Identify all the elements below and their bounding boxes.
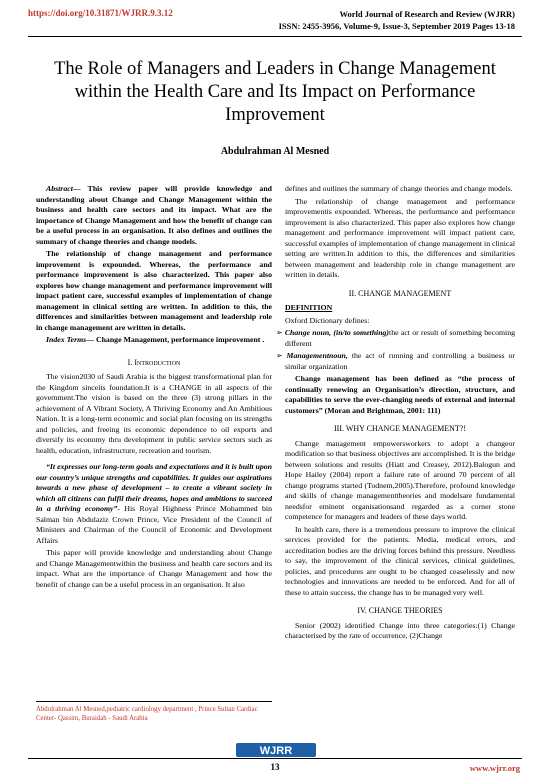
bullet-change-term: Change noun, (in/to something): [284, 328, 390, 337]
right-p6: Senior (2002) identified Change into three categories:(1) Change characterised by the rate of occurrence, (2)Change: [285, 620, 515, 640]
page-number: 13: [270, 762, 280, 772]
doi-link[interactable]: https://doi.org/10.31871/WJRR.9.3.12: [28, 8, 173, 18]
quote-attribution: - His Royal Highness Prince Mohammed bin Salman bin Abdulaziz Crown Prince, Vice President of the Council of Ministers and Chairman of the Council of Economic and Development Affairs: [36, 504, 272, 545]
vision-quote: [36, 462, 272, 546]
index-terms: [36, 335, 272, 346]
intro-paragraph: The vision2030 of Saudi Arabia is the biggest transformational plan for the Kingdom sinceits foundation.It is a CHANGE in all aspects of the government.The vision is based on the three (3) strong pillars in the achievement of A Vibrant Society, A Thriving Economy and An Ambitious Nation. It is a long-term economic and social plan focusing on its strengths and policies, and freeing its economic dependence to oil exports and diversify its economy thru development in public service sectors such as health, education, infrastructure, recreation and tourism.: [36, 372, 272, 455]
abstract-2: The relationship of change management and performance improvement is expounded. Whereas, the performance and performance improvement is also characterized. This paper also explores how change management and performance improvement will impact patient care, successful examples of implementation of change management in clinical setting are written. In addition to this, the differences and similarities between management and leadership role in change management are written in details.: [36, 249, 272, 332]
logo-text: WJRR: [259, 745, 293, 757]
bullet-management-term: Managementnoun,: [286, 351, 348, 360]
bullet-change: ➢ Change noun, (in/to something)the act or result of something becoming different: [276, 328, 516, 348]
section-change-management: II. CHANGE MANAGEMENT: [348, 288, 452, 298]
author-name: Abdulrahman Al Mesned: [220, 146, 330, 157]
journal-name: World Journal of Research and Review (WJRR): [339, 9, 515, 19]
right-p1: defines and outlines the summary of change theories and change models.: [285, 184, 513, 193]
quote-text: “It expresses our long-term goals and expectations and it is built upon our country’s unique strengths and capabilities. It guides our aspirations towards a new phase of development – to create a vibrant society in which all citizens can fulfil their dreams, hopes and ambitions to succeed in a thriving economy”: [36, 462, 272, 513]
definition-heading: DEFINITION: [285, 303, 333, 312]
wjrr-logo: [236, 743, 316, 757]
issn-line: ISSN: 2455-3956, Volume-9, Issue-3, September 2019 Pages 13-18: [278, 21, 515, 31]
index-text: — Change Management, performance improvement .: [86, 335, 265, 344]
right-p5: In health care, there is a tremendous pressure to improve the clinical services provided for the patients. Media, medical errors, and accreditation bodies are the driving forces behind this pressure. Needless to say, the improvement of the clinical services, clinical guidelines, policies, and procedures are ought to be changed ceaselessly and new technologies and innovations are needed to be enforced. And for all of these to attain success, the change has to be managed very well.: [285, 524, 515, 597]
right-p2: The relationship of change management and performance improvementis expounded. Whereas, the performance and performance improvement is also characterized. This paper also explores how change management and performance improvement will impact patient care, successful examples of implementation of change management in clinical setting are written.In addition to this, the differences and similarities between management and leadership role in change management are written in details.: [285, 196, 515, 279]
index-label: Index Terms: [46, 335, 87, 344]
left-paragraph-2: This paper will provide knowledge and understanding about Change and Change Managementwithin the business and health care sectors and its impact. What are the importance of Change Management and how the benefit of change can be a useful process in an organisation. It also: [36, 548, 272, 589]
abstract: [36, 184, 272, 247]
bullet-management: ➢ Managementnoun, the act of running and controlling a business or similar organization: [276, 351, 515, 371]
section-change-theories: IV. CHANGE THEORIES: [357, 606, 443, 615]
bullet-change-def: the act or result of something becoming different: [285, 328, 516, 348]
right-p4: Change management empowersworkers to adopt a changeor modification so that business objectives are accomplished. It is the bridge between solutions and results (Hiatt and Creasey, 2012).Balogun and Hope Hailey (2004) report a failure rate of around 70 percent of all change programs started (Todnem,2005).Therefore, profound knowledge and skills of change managementtheories and modelsare fundamental needsfor eminent organisationsand regarded as a corner stone competence for managers and leaders of these days world.: [285, 438, 515, 521]
oxford-line: Oxford Dictionary defines:: [285, 315, 370, 325]
right-p3: Change management has been defined as “the process of continually renewing an Organisation’s direction, structure, and capabilities to serve the ever-changing needs of external and internal customers” (Moran and Brightman, 2001: 111): [285, 374, 515, 415]
abstract-text: — This review paper will provide knowledge and understanding about Change and Change Management within the business and health care sectors and its impact. What are the importance of Change Management and how the benefit of change can be a useful process in an organisation. It also defines and outlines the summary of change theories and change models.: [36, 184, 272, 246]
footer-rule: [28, 758, 522, 759]
section-introduction: I. Introduction: [127, 357, 181, 367]
paper-title: The Role of Managers and Leaders in Change Management within the Health Care and Its Impact on Performance Improvement: [54, 59, 496, 125]
header-rule: [28, 36, 522, 37]
section-why-change: III. WHY CHANGE MANAGEMENT?!: [334, 424, 466, 433]
author-affiliation: Abdulrahman Al Mesned,pediatric cardiology department , Prince Sultan Cardiac Center- Qassim, Buraidah - Saudi Arabia: [36, 706, 258, 722]
bullet-management-def: the act of running and controlling a business or similar organization: [285, 351, 515, 371]
right-column: [276, 184, 516, 644]
journal-header: [279, 8, 515, 32]
website-link[interactable]: www.wjrr.org: [469, 763, 520, 773]
footnote-rule: [36, 701, 272, 702]
left-column: [36, 184, 272, 592]
abstract-label: Abstract: [46, 184, 73, 193]
